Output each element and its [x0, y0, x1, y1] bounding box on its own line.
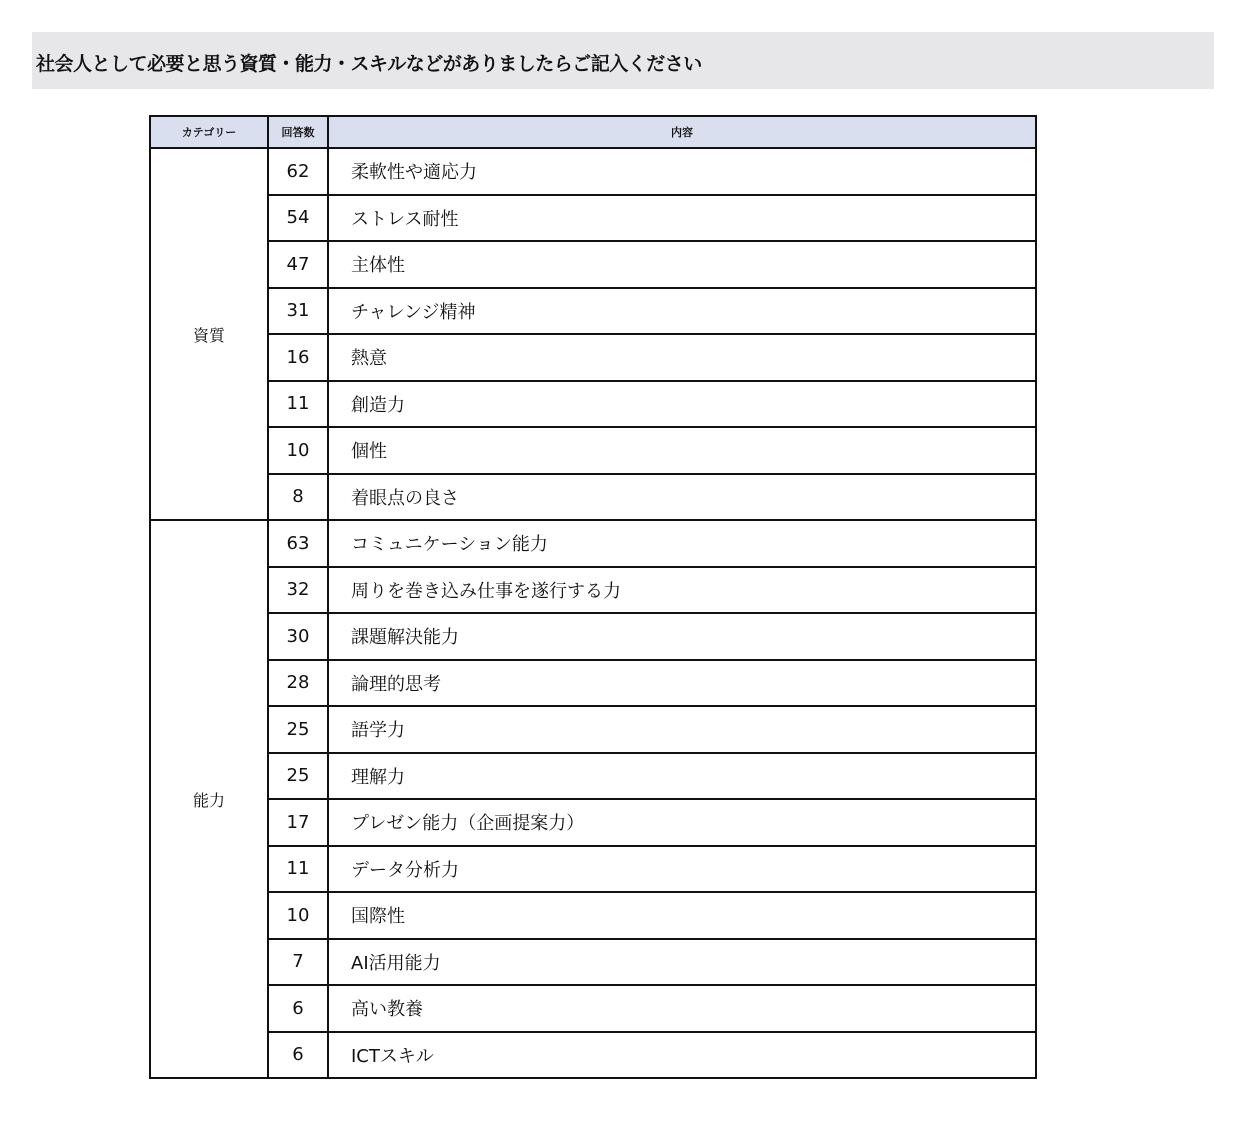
- count-cell: 16: [268, 334, 328, 381]
- count-cell: 25: [268, 706, 328, 753]
- content-cell: 論理的思考: [328, 660, 1036, 707]
- content-cell: プレゼン能力（企画提案力）: [328, 799, 1036, 846]
- table-body: [150, 148, 1036, 1078]
- content-cell: 主体性: [328, 241, 1036, 288]
- header-category: カテゴリー: [150, 116, 268, 148]
- responses-table: [149, 115, 1037, 1079]
- question-title-bar: [32, 32, 1214, 89]
- table-row: [150, 334, 1036, 381]
- content-cell: 理解力: [328, 753, 1036, 800]
- table-header-row: [150, 116, 1036, 148]
- table-row: [150, 148, 1036, 195]
- table-row: [150, 567, 1036, 614]
- table-row: [150, 427, 1036, 474]
- content-cell: ICTスキル: [328, 1032, 1036, 1079]
- table-row: [150, 846, 1036, 893]
- content-cell: 創造力: [328, 381, 1036, 428]
- table-row: [150, 660, 1036, 707]
- category-cell: 能力: [150, 520, 268, 1078]
- content-cell: 個性: [328, 427, 1036, 474]
- table-row: [150, 613, 1036, 660]
- content-cell: 熱意: [328, 334, 1036, 381]
- category-cell: 資質: [150, 148, 268, 520]
- count-cell: 54: [268, 195, 328, 242]
- table-row: [150, 1032, 1036, 1079]
- count-cell: 30: [268, 613, 328, 660]
- content-cell: チャレンジ精神: [328, 288, 1036, 335]
- count-cell: 7: [268, 939, 328, 986]
- table-row: [150, 241, 1036, 288]
- count-cell: 17: [268, 799, 328, 846]
- header-count: 回答数: [268, 116, 328, 148]
- count-cell: 62: [268, 148, 328, 195]
- count-cell: 10: [268, 892, 328, 939]
- count-cell: 11: [268, 381, 328, 428]
- count-cell: 32: [268, 567, 328, 614]
- table-row: [150, 520, 1036, 567]
- count-cell: 25: [268, 753, 328, 800]
- content-cell: データ分析力: [328, 846, 1036, 893]
- count-cell: 6: [268, 1032, 328, 1079]
- content-cell: 柔軟性や適応力: [328, 148, 1036, 195]
- header-content: 内容: [328, 116, 1036, 148]
- table-row: [150, 985, 1036, 1032]
- count-cell: 63: [268, 520, 328, 567]
- count-cell: 6: [268, 985, 328, 1032]
- table-row: [150, 474, 1036, 521]
- table-row: [150, 288, 1036, 335]
- content-cell: 高い教養: [328, 985, 1036, 1032]
- content-cell: 国際性: [328, 892, 1036, 939]
- count-cell: 31: [268, 288, 328, 335]
- count-cell: 8: [268, 474, 328, 521]
- table-row: [150, 706, 1036, 753]
- count-cell: 47: [268, 241, 328, 288]
- content-cell: 課題解決能力: [328, 613, 1036, 660]
- content-cell: 周りを巻き込み仕事を遂行する力: [328, 567, 1036, 614]
- table-row: [150, 381, 1036, 428]
- content-cell: 着眼点の良さ: [328, 474, 1036, 521]
- content-cell: コミュニケーション能力: [328, 520, 1036, 567]
- count-cell: 11: [268, 846, 328, 893]
- table-row: [150, 892, 1036, 939]
- question-title: 社会人として必要と思う資質・能力・スキルなどがありましたらご記入ください: [36, 53, 702, 75]
- table-row: [150, 195, 1036, 242]
- content-cell: AI活用能力: [328, 939, 1036, 986]
- table-row: [150, 939, 1036, 986]
- count-cell: 28: [268, 660, 328, 707]
- content-cell: 語学力: [328, 706, 1036, 753]
- table-row: [150, 799, 1036, 846]
- table-row: [150, 753, 1036, 800]
- content-cell: ストレス耐性: [328, 195, 1036, 242]
- count-cell: 10: [268, 427, 328, 474]
